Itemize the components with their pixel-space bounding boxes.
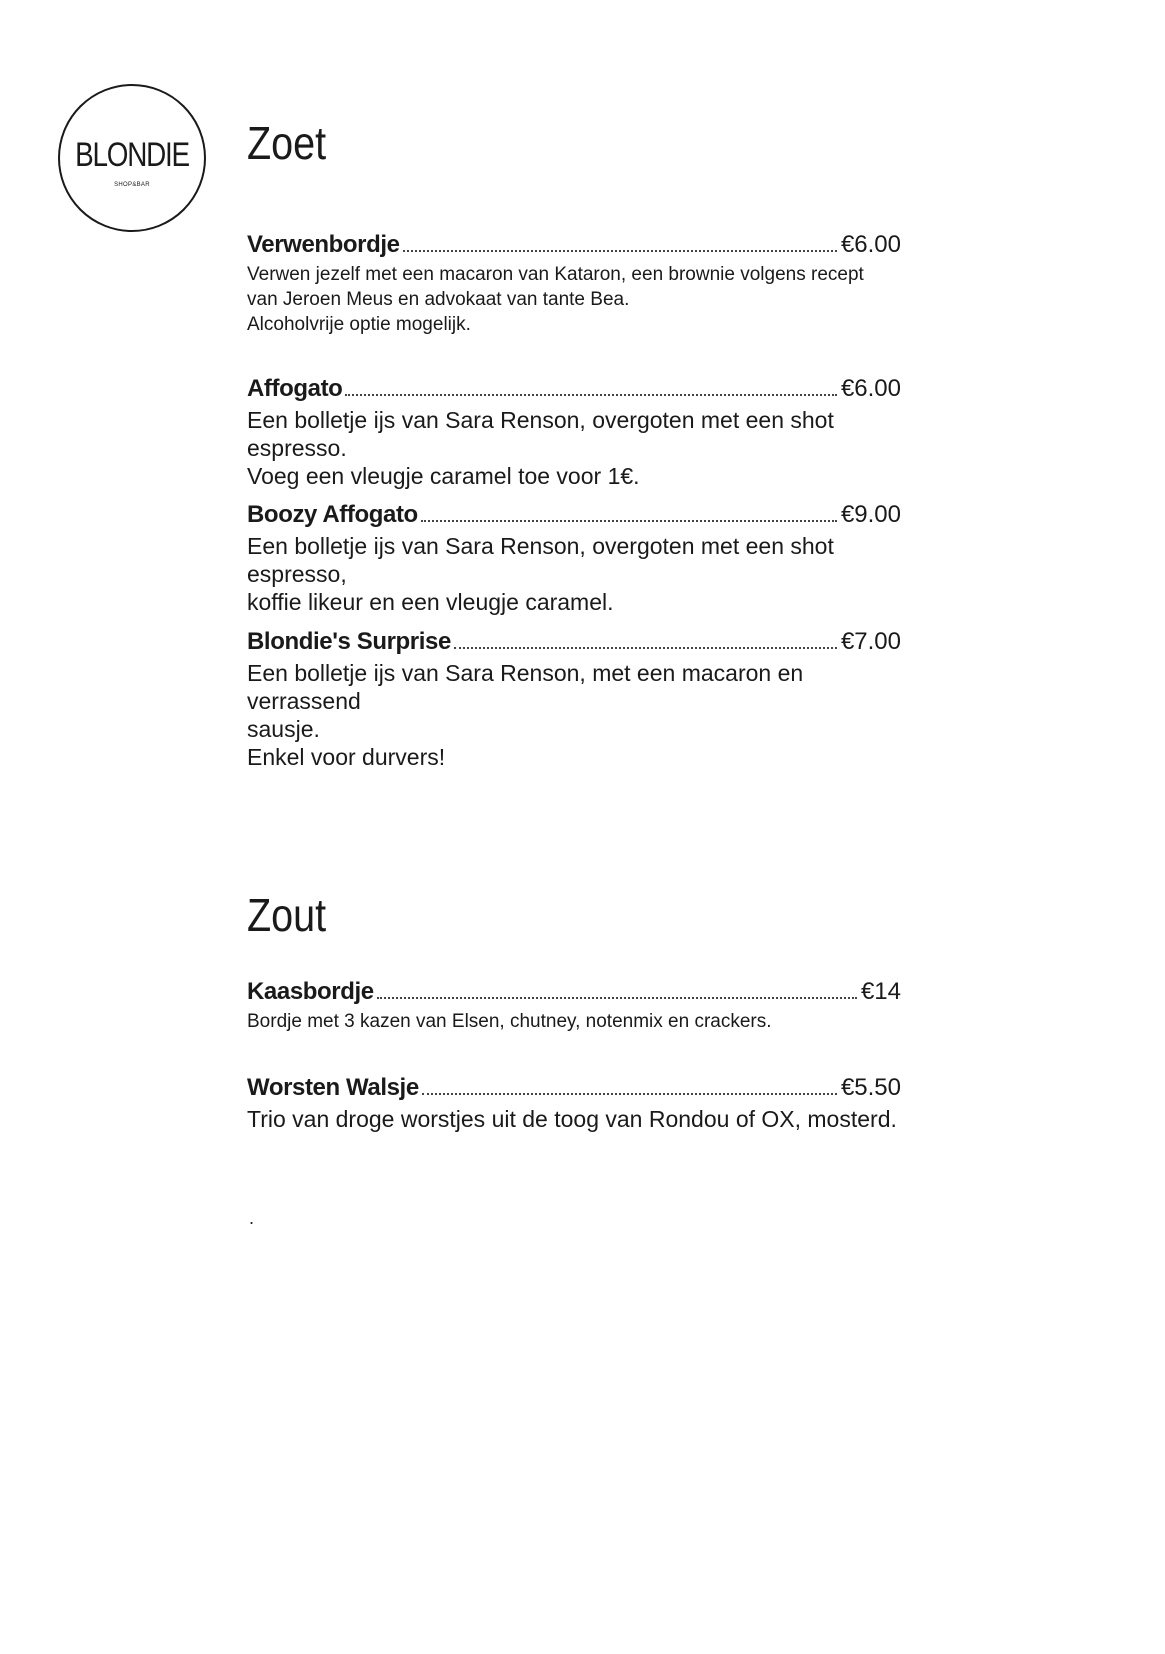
dot-leader [422,1092,837,1095]
logo-subtitle: SHOP&BAR [114,182,150,188]
dot-leader [403,249,837,252]
menu-item-verwenbordje [247,230,901,337]
logo-wordmark: BLONDIE [75,136,189,174]
stray-period: . [249,1208,255,1228]
item-price: €7.00 [840,628,901,655]
item-name: Worsten Walsje [247,1074,419,1101]
item-name: Verwenbordje [247,231,400,258]
menu-item-boozy-affogato [247,500,901,616]
item-description: Een bolletje ijs van Sara Renson, met een macaron en verrassend sausje. Enkel voor durvers! [247,660,804,770]
item-name: Blondie's Surprise [247,628,451,655]
menu-item-kaasbordje [247,977,901,1034]
item-description: Een bolletje ijs van Sara Renson, overgoten met een shot espresso, koffie likeur en een vleugje caramel. [247,533,834,615]
item-price: €5.50 [840,1074,901,1101]
item-description: Verwen jezelf met een macaron van Kataron, een brownie volgens recept van Jeroen Meus en advokaat van tante Bea. Alcoholvrije optie mogelijk. [247,264,864,335]
dot-leader [454,646,837,649]
item-name: Boozy Affogato [247,501,418,528]
menu-item-affogato [247,374,901,490]
dot-leader [421,519,837,522]
blondie-logo [58,84,206,232]
dot-leader [345,393,837,396]
item-description: Trio van droge worstjes uit de toog van Rondou of OX, mosterd. [247,1106,897,1132]
section-title-zout: Zout [247,889,327,941]
item-name: Affogato [247,375,343,402]
item-price: €14 [860,978,901,1005]
section-title-zoet: Zoet [247,117,327,169]
menu-item-worsten-walsje [247,1073,901,1133]
item-description: Een bolletje ijs van Sara Renson, overgoten met een shot espresso. Voeg een vleugje caramel toe voor 1€. [247,407,834,489]
dot-leader [377,996,857,999]
item-price: €6.00 [840,375,901,402]
item-price: €9.00 [840,501,901,528]
item-description: Bordje met 3 kazen van Elsen, chutney, notenmix en crackers. [247,1011,772,1032]
item-price: €6.00 [840,231,901,258]
item-name: Kaasbordje [247,978,374,1005]
menu-item-blondies-surprise [247,627,901,771]
